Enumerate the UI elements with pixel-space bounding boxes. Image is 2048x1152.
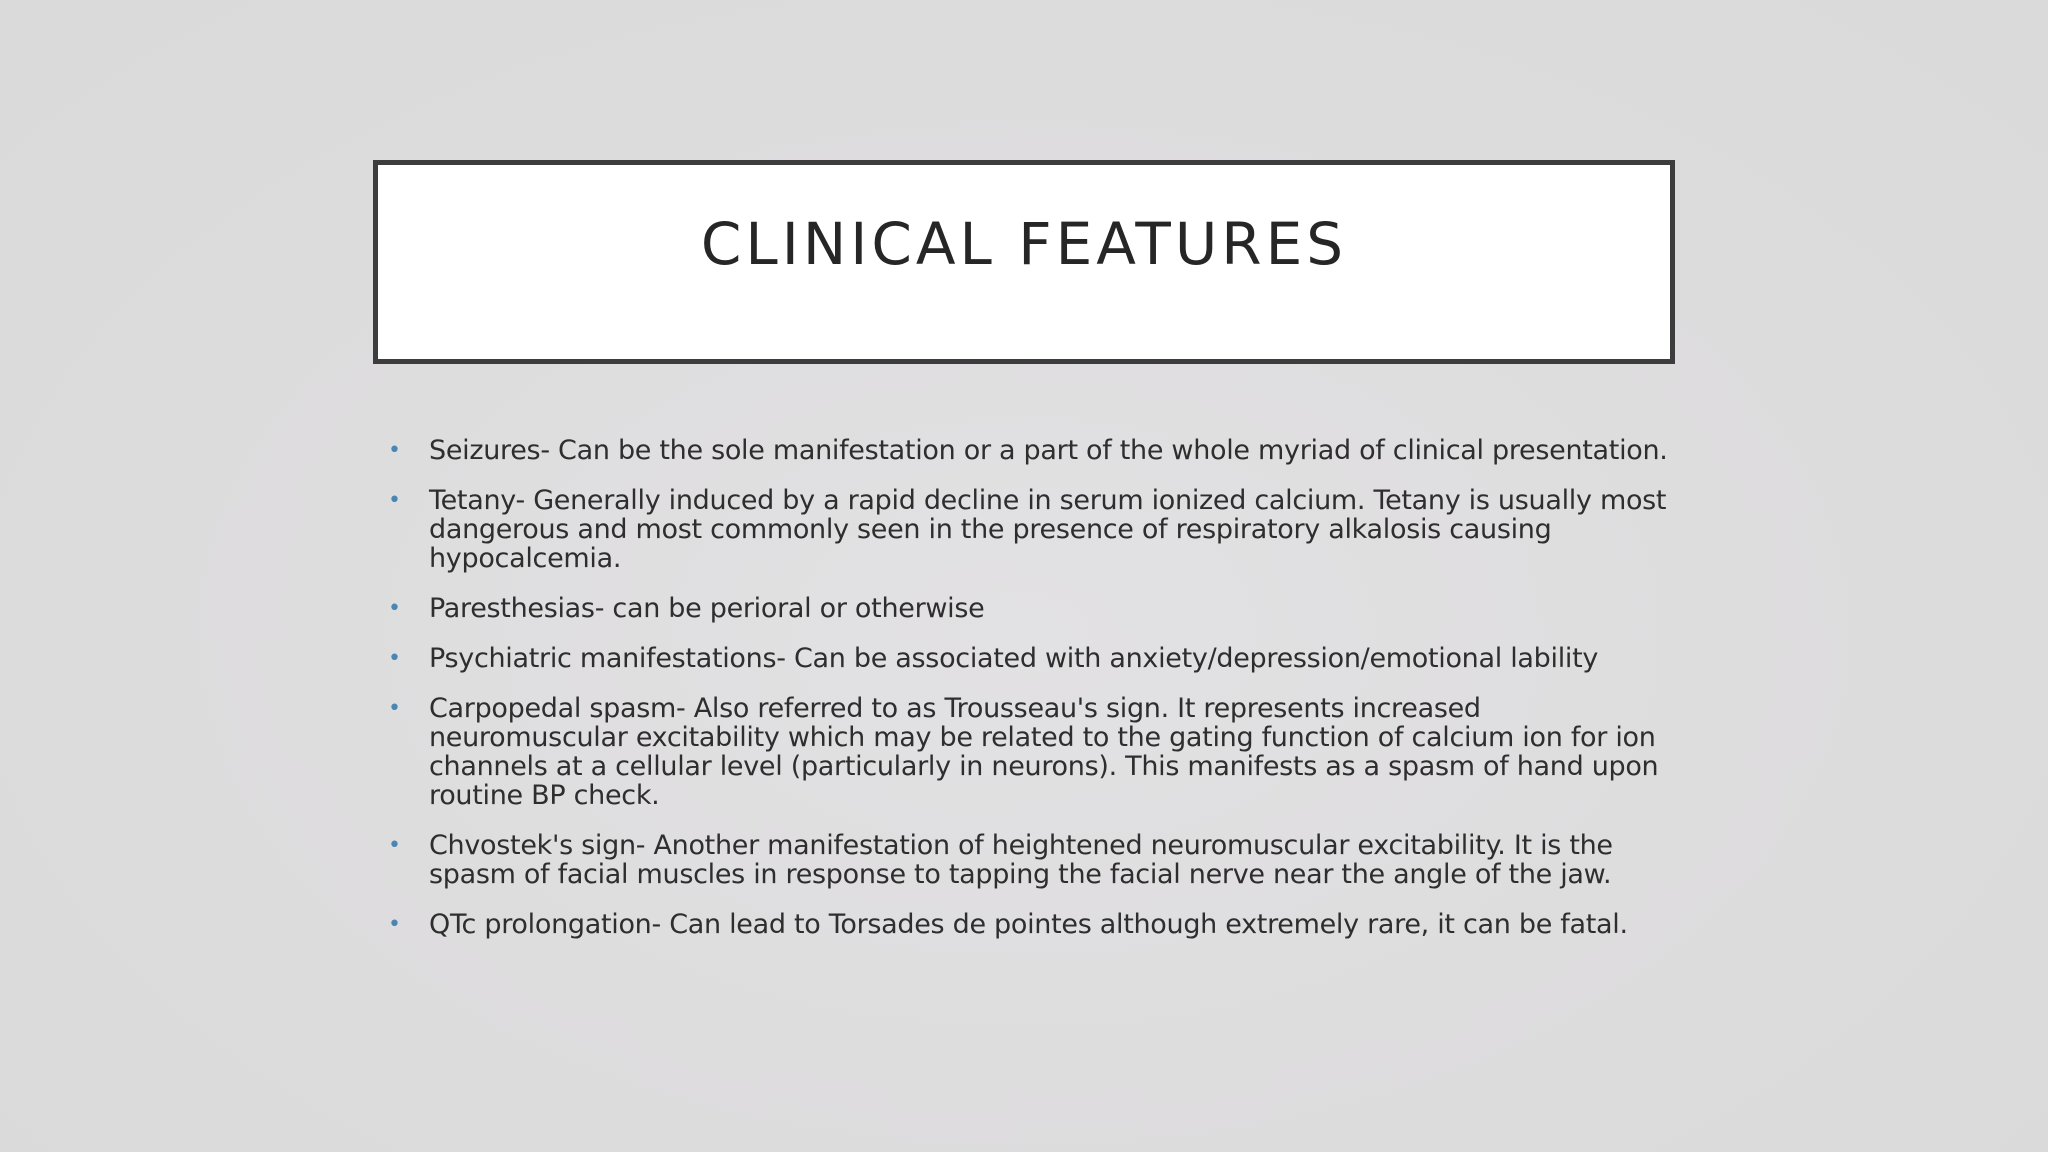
slide-title: CLINICAL FEATURES xyxy=(700,210,1348,278)
bullet-dot-icon: • xyxy=(388,646,401,671)
bullet-item xyxy=(388,644,1678,673)
bullet-item xyxy=(388,831,1678,889)
bullet-item xyxy=(388,910,1678,939)
bullet-dot-icon: • xyxy=(388,488,401,513)
bullet-text: Psychiatric manifestations- Can be associated with anxiety/depression/emotional lability xyxy=(429,643,1599,674)
bullet-text: QTc prolongation- Can lead to Torsades de pointes although extremely rare, it can be fatal. xyxy=(429,909,1628,940)
bullet-text: Carpopedal spasm- Also referred to as Trousseau's sign. It represents increased neuromuscular excitability which may be related to the gating function of calcium ion for ion channels at a cellular level (particularly in neurons). This manifests as a spasm of hand upon routine BP check. xyxy=(429,693,1659,811)
bullet-dot-icon: • xyxy=(388,912,401,937)
title-box xyxy=(373,160,1675,364)
bullet-text: Paresthesias- can be perioral or otherwise xyxy=(429,593,985,624)
bullet-item xyxy=(388,694,1678,810)
bullet-dot-icon: • xyxy=(388,438,401,463)
bullet-dot-icon: • xyxy=(388,596,401,621)
bullet-item xyxy=(388,486,1678,573)
bullet-item xyxy=(388,436,1678,465)
bullet-text: Tetany- Generally induced by a rapid decline in serum ionized calcium. Tetany is usually most dangerous and most commonly seen in the presence of respiratory alkalosis causing hypocalcemia. xyxy=(429,485,1667,574)
bullet-text: Seizures- Can be the sole manifestation or a part of the whole myriad of clinical presentation. xyxy=(429,435,1668,466)
bullet-dot-icon: • xyxy=(388,696,401,721)
bullet-text: Chvostek's sign- Another manifestation of heightened neuromuscular excitability. It is the spasm of facial muscles in response to tapping the facial nerve near the angle of the jaw. xyxy=(429,830,1613,890)
bullet-dot-icon: • xyxy=(388,833,401,858)
bullet-item xyxy=(388,594,1678,623)
bullet-list xyxy=(388,436,1678,960)
